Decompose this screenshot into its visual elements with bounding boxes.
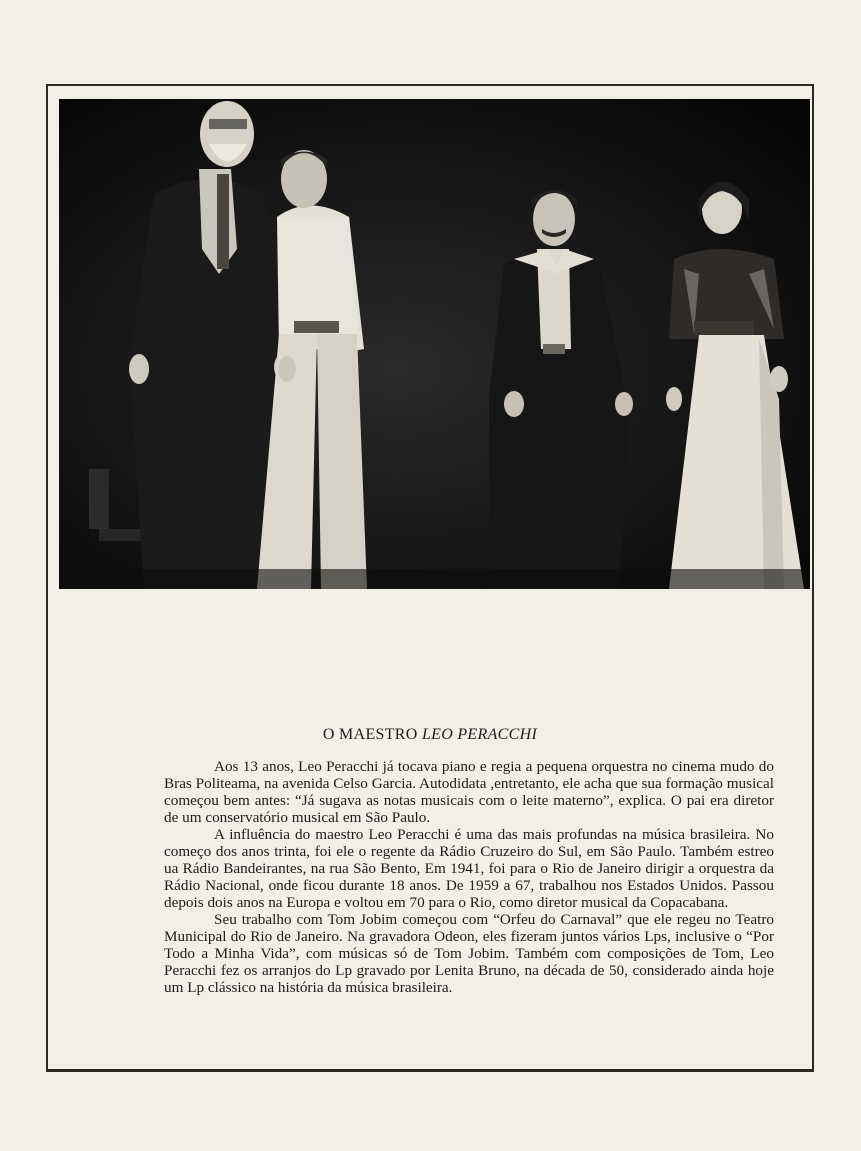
article-body (164, 758, 774, 996)
paragraph: Aos 13 anos, Leo Peracchi já tocava piano e regia a pequena orquestra no cinema mudo do Bras Politeama, na avenida Celso Garcia. Autodidata ,entretanto, ele acha que sua formação musical começou bem antes: “Já sugava as notas musicais com o leite materno”, explica. O pai era diretor de um conservatório musical em São Paulo. (164, 758, 774, 826)
heading-name: LEO PERACCHI (421, 726, 538, 743)
paragraph: A influência do maestro Leo Peracchi é uma das mais profundas na música brasileira. No começo dos anos trinta, foi ele o regente da Rádio Cruzeiro do Sul, em São Paulo. Também estreo ua Rádio Bandeirantes, na rua São Bento, Em 1941, foi para o Rio de Janeiro dirigir a orquestra da Rádio Nacional, onde ficou durante 18 anos. De 1959 a 67, trabalhou nos Estados Unidos. Passou depois dois anos na Europa e voltou em 70 para o Rio, como diretor musical da Copacabana. (164, 826, 774, 911)
paragraph: Seu trabalho com Tom Jobim começou com “Orfeu do Carnaval” que ele regeu no Teatro Municipal do Rio de Janeiro. Na gravadora Odeon, eles fizeram juntos vários Lps, inclusive o “Por Todo a Minha Vida”, com músicas só de Tom Jobim. Também com composições de Tom, Leo Peracchi fez os arranjos do Lp gravado por Lenita Bruno, na década de 50, considerado ainda hoje um Lp clássico na história da música brasileira. (164, 911, 774, 996)
stage-photo (59, 99, 810, 589)
article-heading (60, 726, 800, 744)
heading-prefix: O MAESTRO (322, 726, 418, 743)
